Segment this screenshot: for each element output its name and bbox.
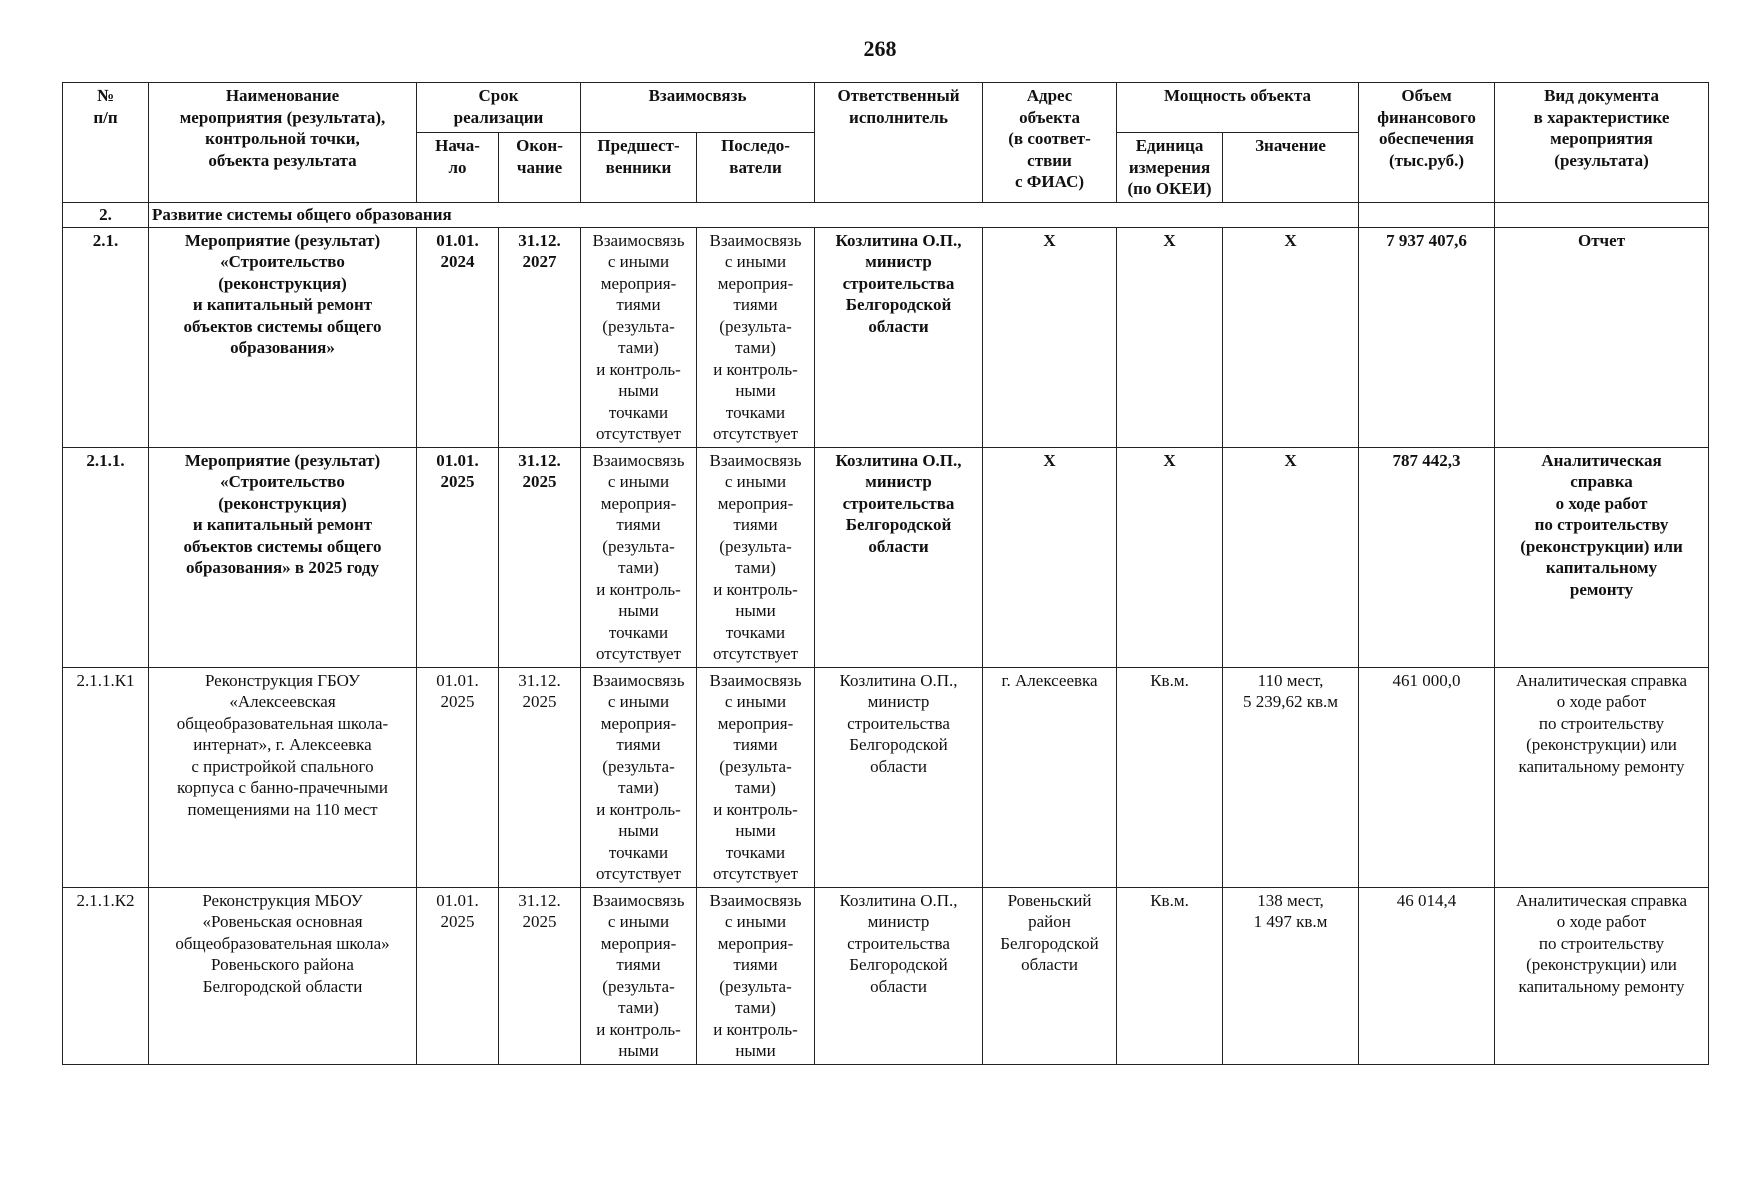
header-relation: Взаимосвязь: [581, 83, 815, 133]
row-end: 31.12. 2025: [499, 887, 581, 1064]
row-name: Мероприятие (результат) «Строительство (реконструкция) и капитальный ремонт объектов системы общего образования» в 2025 году: [149, 447, 417, 667]
row-address: Ровеньский район Белгородской области: [983, 887, 1117, 1064]
row-doc: Аналитическая справка о ходе работ по строительству (реконструкции) или капитальному ремонту: [1495, 667, 1709, 887]
row-unit: X: [1117, 227, 1223, 447]
table-row: [63, 667, 1709, 887]
section-row: [63, 202, 1709, 227]
section-empty-cell: [1495, 202, 1709, 227]
row-successors: Взаимосвязь с иными мероприя- тиями (результа- тами) и контроль- ными точками отсутствует: [697, 227, 815, 447]
row-end: 31.12. 2025: [499, 667, 581, 887]
header-responsible: Ответственный исполнитель: [815, 83, 983, 203]
row-name: Мероприятие (результат) «Строительство (реконструкция) и капитальный ремонт объектов системы общего образования»: [149, 227, 417, 447]
table-row: [63, 227, 1709, 447]
header-address: Адрес объекта (в соответ- ствии с ФИАС): [983, 83, 1117, 203]
row-num: 2.1.: [63, 227, 149, 447]
table-row: [63, 887, 1709, 1064]
section-num: 2.: [63, 202, 149, 227]
table-row: [63, 447, 1709, 667]
row-end: 31.12. 2027: [499, 227, 581, 447]
header-start: Нача- ло: [417, 133, 499, 203]
header-capacity: Мощность объекта: [1117, 83, 1359, 133]
page-number: 268: [863, 36, 897, 61]
row-name: Реконструкция МБОУ «Ровеньская основная общеобразовательная школа» Ровеньского района Белгородской области: [149, 887, 417, 1064]
row-successors: Взаимосвязь с иными мероприя- тиями (результа- тами) и контроль- ными точками отсутствует: [697, 667, 815, 887]
row-doc: Аналитическая справка о ходе работ по строительству (реконструкции) или капитальному ремонту: [1495, 887, 1709, 1064]
table-header: [63, 83, 1709, 203]
row-value: X: [1223, 447, 1359, 667]
row-predecessors: Взаимосвязь с иными мероприя- тиями (результа- тами) и контроль- ными: [581, 887, 697, 1064]
row-num: 2.1.1.К2: [63, 887, 149, 1064]
row-successors: Взаимосвязь с иными мероприя- тиями (результа- тами) и контроль- ными точками отсутствует: [697, 447, 815, 667]
header-value: Значение: [1223, 133, 1359, 203]
row-responsible: Козлитина О.П., министр строительства Белгородской области: [815, 887, 983, 1064]
row-responsible: Козлитина О.П., министр строительства Белгородской области: [815, 447, 983, 667]
row-name: Реконструкция ГБОУ «Алексеевская общеобразовательная школа- интернат», г. Алексеевка с пристройкой спального корпуса с банно-прачечными помещениями на 110 мест: [149, 667, 417, 887]
row-start: 01.01. 2025: [417, 667, 499, 887]
row-start: 01.01. 2025: [417, 887, 499, 1064]
row-num: 2.1.1.: [63, 447, 149, 667]
header-unit: Единица измерения (по ОКЕИ): [1117, 133, 1223, 203]
row-value: 110 мест, 5 239,62 кв.м: [1223, 667, 1359, 887]
row-address: X: [983, 447, 1117, 667]
row-volume: 46 014,4: [1359, 887, 1495, 1064]
row-volume: 7 937 407,6: [1359, 227, 1495, 447]
header-term: Срок реализации: [417, 83, 581, 133]
row-predecessors: Взаимосвязь с иными мероприя- тиями (результа- тами) и контроль- ными точками отсутствует: [581, 227, 697, 447]
row-successors: Взаимосвязь с иными мероприя- тиями (результа- тами) и контроль- ными: [697, 887, 815, 1064]
row-doc: Аналитическая справка о ходе работ по строительству (реконструкции) или капитальному ремонту: [1495, 447, 1709, 667]
header-doc-type: Вид документа в характеристике мероприятия (результата): [1495, 83, 1709, 203]
header-predecessors: Предшест- венники: [581, 133, 697, 203]
results-table: [62, 82, 1709, 1065]
row-start: 01.01. 2025: [417, 447, 499, 667]
header-name: Наименование мероприятия (результата), контрольной точки, объекта результата: [149, 83, 417, 203]
row-start: 01.01. 2024: [417, 227, 499, 447]
section-title: Развитие системы общего образования: [149, 202, 1359, 227]
header-num: № п/п: [63, 83, 149, 203]
row-responsible: Козлитина О.П., министр строительства Белгородской области: [815, 667, 983, 887]
row-unit: Кв.м.: [1117, 887, 1223, 1064]
row-volume: 787 442,3: [1359, 447, 1495, 667]
row-address: X: [983, 227, 1117, 447]
row-doc: Отчет: [1495, 227, 1709, 447]
row-end: 31.12. 2025: [499, 447, 581, 667]
row-value: 138 мест, 1 497 кв.м: [1223, 887, 1359, 1064]
header-successors: Последо- ватели: [697, 133, 815, 203]
row-volume: 461 000,0: [1359, 667, 1495, 887]
row-predecessors: Взаимосвязь с иными мероприя- тиями (результа- тами) и контроль- ными точками отсутствует: [581, 447, 697, 667]
row-responsible: Козлитина О.П., министр строительства Белгородской области: [815, 227, 983, 447]
row-unit: X: [1117, 447, 1223, 667]
header-volume: Объем финансового обеспечения (тыс.руб.): [1359, 83, 1495, 203]
row-value: X: [1223, 227, 1359, 447]
section-empty-cell: [1359, 202, 1495, 227]
row-address: г. Алексеевка: [983, 667, 1117, 887]
header-end: Окон- чание: [499, 133, 581, 203]
row-unit: Кв.м.: [1117, 667, 1223, 887]
row-num: 2.1.1.К1: [63, 667, 149, 887]
row-predecessors: Взаимосвязь с иными мероприя- тиями (результа- тами) и контроль- ными точками отсутствует: [581, 667, 697, 887]
